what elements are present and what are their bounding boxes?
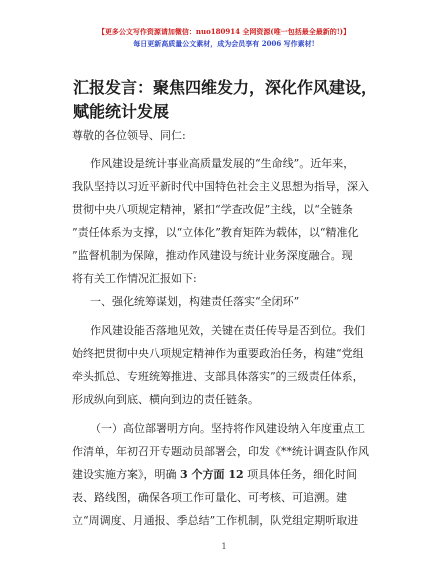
page-number: 1	[221, 542, 227, 551]
subsection-line: （一）高位部署明方向。坚持将作风建设纳入年度重点工	[90, 422, 365, 435]
resource-banner-line2: 每日更新高质量公文素材，成为会员享有 2006 写作素材!	[133, 39, 315, 48]
body-line: 将有关工作情况汇报如下:	[72, 272, 197, 285]
body-line: 立“周调度、月通报、季总结”工作机制，队党组定期听取进	[72, 514, 359, 527]
body-text: 项具体任务，细化时间	[243, 468, 358, 481]
body-line: 作风建设是统计事业高质量发展的“生命线”。近年来，	[90, 157, 355, 170]
body-line: 表、路线图，确保各项工作可量化、可考核、可追溯。建	[72, 491, 347, 504]
body-line: ”责任体系为支撑，以“立体化”教育矩阵为载体，以“精准化	[72, 226, 359, 239]
body-line: 作风建设能否落地见效，关键在责任传导是否到位。我们	[90, 324, 365, 337]
body-text: 建设实施方案》，明确	[72, 468, 180, 481]
body-line: ”监督机制为保障，推动作风建设与统计业务深度融合。现	[72, 249, 353, 262]
emphasis-text: 3 个方面 12	[180, 468, 244, 481]
document-title: 汇报发言：聚焦四维发力，深化作风建设，赋能统计发展	[73, 78, 378, 121]
body-line: 贯彻中央八项规定精神，紧扣“学查改促”主线，以“全链条	[72, 203, 353, 216]
body-line: 始终把贯彻中央八项规定精神作为重要政治任务，构建“党组	[72, 347, 364, 360]
body-line: 我队坚持以习近平新时代中国特色社会主义思想为指导，深入	[72, 180, 369, 193]
body-line: 牵头抓总、专班统筹推进、支部具体落实”的三级责任体系，	[72, 370, 364, 383]
salutation: 尊敬的各位领导、同仁:	[72, 129, 186, 142]
body-line: 作清单，年初召开专题动员部署会，印发《**统计调查队作风	[72, 445, 369, 458]
body-line	[72, 468, 357, 482]
body-line: 形成纵向到底、横向到边的责任链条。	[72, 393, 259, 406]
resource-banner-line1: 【更多公文写作资源请加微信：nuo180914 全网资源(唯一包括最全最新的!)】	[97, 27, 351, 36]
section-heading: 一、强化统筹谋划，构建责任落实“全闭环”	[90, 295, 300, 308]
